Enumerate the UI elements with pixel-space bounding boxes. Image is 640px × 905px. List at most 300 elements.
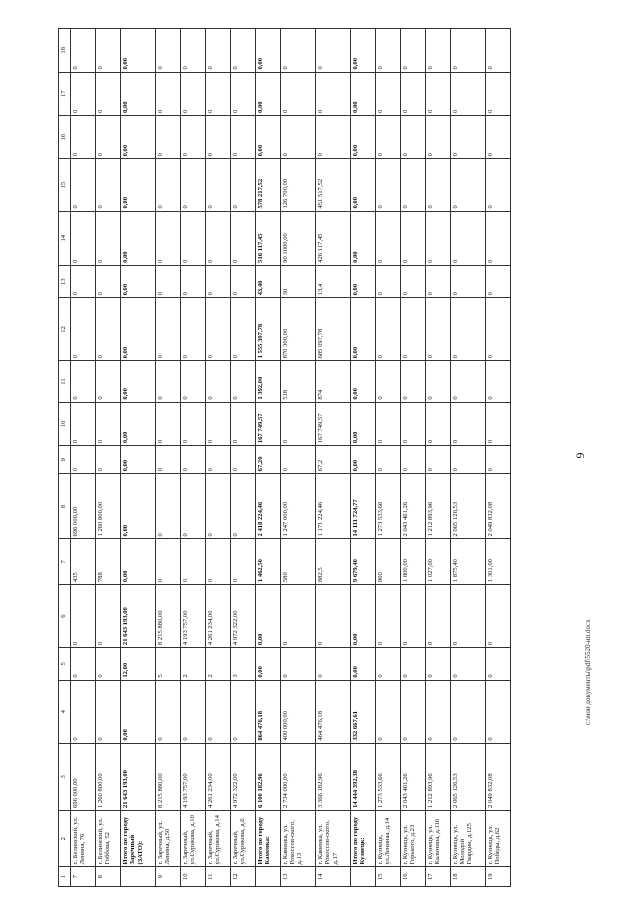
column-header: 7 (59, 539, 71, 585)
table-row (280, 29, 315, 887)
table-cell: 0 (95, 29, 120, 73)
table-cell: 0 (450, 29, 485, 73)
table-cell: 0 (180, 361, 205, 402)
table-cell: 167 749,57 (255, 402, 280, 445)
table-cell: 0 (230, 474, 255, 539)
column-header: 10 (59, 402, 71, 445)
table-cell: 0,00 (351, 159, 376, 211)
table-cell: 0 (400, 680, 425, 743)
table-cell: 0 (156, 446, 181, 474)
table-cell: 14 (315, 867, 350, 887)
table-cell: 0 (280, 585, 315, 648)
table-cell: 0 (205, 402, 230, 445)
table-cell: 0 (95, 648, 120, 681)
table-row (156, 29, 181, 887)
table-cell: 860 (376, 539, 401, 585)
table-cell: 0 (315, 585, 350, 648)
table-cell: 0 (485, 159, 510, 211)
table-cell: 2 065 126,53 (450, 474, 485, 539)
table-cell (351, 867, 376, 887)
table-cell: 0 (400, 402, 425, 445)
table-cell (255, 867, 280, 887)
table-cell: 426 117,45 (315, 211, 350, 265)
table-cell: 12 (230, 867, 255, 887)
table-cell: 0 (156, 474, 181, 539)
table-cell: 0,00 (351, 648, 376, 681)
table-cell: 0 (376, 211, 401, 265)
table-cell: 0,00 (351, 446, 376, 474)
table-cell: 0 (230, 680, 255, 743)
table-cell: 0,00 (351, 585, 376, 648)
table-cell: 0 (400, 585, 425, 648)
table-cell: 0 (400, 159, 425, 211)
table-cell: 19 (485, 867, 510, 887)
table-cell: 0 (425, 361, 450, 402)
table-cell: 2 065 126,53 (450, 743, 485, 810)
table-cell: 13,4 (315, 265, 350, 298)
table-cell: 0,00 (120, 115, 155, 158)
table-cell: 1 301,00 (485, 539, 510, 585)
table-cell: 685 097,78 (315, 298, 350, 361)
table-cell: 0 (425, 585, 450, 648)
table-cell: 0 (450, 585, 485, 648)
table-cell: 0 (95, 298, 120, 361)
data-table (58, 28, 511, 887)
table-cell: 3 366 182,96 (315, 743, 350, 810)
rotated-table-container (58, 28, 511, 887)
table-cell: 0,00 (351, 72, 376, 115)
table-cell: 0 (376, 648, 401, 681)
table-cell: 874 (315, 361, 350, 402)
table-cell: 14 444 392,38 (351, 743, 376, 810)
table-cell: 0 (450, 648, 485, 681)
table-cell: 451 517,52 (315, 159, 350, 211)
table-body (71, 29, 511, 887)
table-cell: 0 (425, 680, 450, 743)
table-cell: 16 (400, 867, 425, 887)
table-cell: 0 (485, 265, 510, 298)
table-cell: Итого по городу Кузнецк: (351, 810, 376, 866)
column-header: 11 (59, 361, 71, 402)
table-cell: 0 (156, 402, 181, 445)
table-cell: 0,00 (120, 159, 155, 211)
table-cell: 0 (180, 115, 205, 158)
table-cell: 4 972 322,00 (230, 585, 255, 648)
table-cell: 4 261 234,00 (205, 585, 230, 648)
table-cell: 0,00 (120, 361, 155, 402)
table-cell: 0 (400, 265, 425, 298)
table-cell: 1 260 800,00 (95, 474, 120, 539)
table-cell: 0 (180, 474, 205, 539)
table-cell: 1 392,00 (255, 361, 280, 402)
table-cell: 0 (71, 298, 96, 361)
table-cell: 0 (95, 115, 120, 158)
table-cell: 67,2 (315, 446, 350, 474)
table-cell: 0 (280, 402, 315, 445)
table-cell: 21 643 193,00 (120, 585, 155, 648)
table-cell: 0 (280, 29, 315, 73)
table-cell: 1 027,00 (425, 539, 450, 585)
table-cell: 0 (425, 298, 450, 361)
table-cell: 0 (400, 72, 425, 115)
table-cell: 90 1000,00 (280, 211, 315, 265)
table-cell: 0 (205, 474, 230, 539)
table-cell: 0 (450, 211, 485, 265)
table-cell: 0 (71, 211, 96, 265)
table-cell: 4 972 322,00 (230, 743, 255, 810)
table-cell: 0 (230, 361, 255, 402)
column-header: 15 (59, 159, 71, 211)
column-header: 5 (59, 648, 71, 681)
table-cell: 0 (485, 361, 510, 402)
table-row (71, 29, 96, 887)
table-cell: 0 (205, 211, 230, 265)
table-cell: г. Заречный, ул.Сурикова, д.10 (180, 810, 205, 866)
table-cell: 0 (425, 265, 450, 298)
table-cell: 0 (95, 265, 120, 298)
table-row (315, 29, 350, 887)
table-cell: 0 (180, 211, 205, 265)
table-cell: 0 (485, 648, 510, 681)
table-cell: 2 418 224,46 (255, 474, 280, 539)
column-header: 18 (59, 29, 71, 73)
table-cell: 0 (315, 115, 350, 158)
table-cell: 400 000,00 (280, 680, 315, 743)
table-cell: 1 555 397,78 (255, 298, 280, 361)
table-cell (120, 867, 155, 887)
table-cell: 1 462,50 (255, 539, 280, 585)
column-header: 12 (59, 298, 71, 361)
table-cell: 0 (180, 265, 205, 298)
table-cell: 0 (485, 585, 510, 648)
table-cell: 0,00 (120, 72, 155, 115)
column-header: 16 (59, 115, 71, 158)
table-cell: 2 049 832,08 (485, 474, 510, 539)
table-cell: 0 (230, 159, 255, 211)
table-cell: 0 (450, 265, 485, 298)
table-cell: 0 (425, 402, 450, 445)
table-cell: 0,00 (120, 446, 155, 474)
table-cell: 1 273 533,66 (376, 743, 401, 810)
total-row (351, 29, 376, 887)
table-cell: 0 (450, 298, 485, 361)
table-cell: 0 (156, 361, 181, 402)
table-cell: 0 (400, 29, 425, 73)
table-cell: 0 (280, 446, 315, 474)
table-cell: 0 (95, 680, 120, 743)
table-cell: 0 (156, 539, 181, 585)
table-cell: 12,00 (120, 648, 155, 681)
table-cell: 0 (450, 72, 485, 115)
table-cell: 0,00 (120, 211, 155, 265)
table-cell: 21 643 193,00 (120, 743, 155, 810)
table-row (376, 29, 401, 887)
table-cell: 1 247 000,00 (280, 474, 315, 539)
table-cell: 2 043 461,26 (400, 474, 425, 539)
table-cell: 0 (205, 265, 230, 298)
table-cell: 126 700,00 (280, 159, 315, 211)
table-cell: 516 117,45 (255, 211, 280, 265)
table-cell: 0,00 (255, 115, 280, 158)
table-cell: 13 (280, 867, 315, 887)
table-cell: 9 679,40 (351, 539, 376, 585)
table-cell: 0 (205, 29, 230, 73)
table-cell: 0 (450, 159, 485, 211)
table-cell: г. Кузнецк, ул. Калинина, д.116 (425, 810, 450, 866)
table-cell: 1 875,40 (450, 539, 485, 585)
table-cell: 0 (71, 159, 96, 211)
table-cell: 0 (376, 446, 401, 474)
table-cell: 0 (315, 29, 350, 73)
total-row (255, 29, 280, 887)
table-cell: 0,00 (120, 474, 155, 539)
table-cell: 67,20 (255, 446, 280, 474)
table-cell: 167 749,57 (315, 402, 350, 445)
table-cell: 0,00 (351, 298, 376, 361)
table-cell: 518 (280, 361, 315, 402)
table-cell: 0 (315, 72, 350, 115)
table-cell: 0 (205, 446, 230, 474)
table-cell: 0 (156, 159, 181, 211)
table-cell: 0 (95, 402, 120, 445)
table-cell: 0 (400, 648, 425, 681)
table-cell: 0 (376, 72, 401, 115)
table-cell: 0 (205, 115, 230, 158)
table-cell: 5 (156, 648, 181, 681)
table-cell: 0 (425, 115, 450, 158)
table-cell: 18 (450, 867, 485, 887)
table-cell: 0 (230, 72, 255, 115)
table-cell: 1 800,00 (400, 539, 425, 585)
table-cell: 11 (205, 867, 230, 887)
table-cell: 0 (71, 265, 96, 298)
column-header: 1 (59, 867, 71, 887)
table-cell: 6 100 182,96 (255, 743, 280, 810)
table-cell: г. Каменка, ул. Рокоссов-ского, д.17 (315, 810, 350, 866)
table-cell: 0 (280, 115, 315, 158)
table-row (450, 29, 485, 887)
table-cell: 0,00 (351, 361, 376, 402)
table-cell: 0 (425, 648, 450, 681)
table-cell: 0 (376, 298, 401, 361)
table-cell: 0 (156, 680, 181, 743)
table-cell: 0 (485, 29, 510, 73)
table-cell: 0 (71, 72, 96, 115)
table-cell: 0 (156, 265, 181, 298)
table-cell: 0 (400, 115, 425, 158)
table-cell: 870 300,00 (280, 298, 315, 361)
table-cell: 2 (180, 648, 205, 681)
table-cell: 0 (180, 298, 205, 361)
table-cell: 0 (400, 361, 425, 402)
table-cell: 0 (376, 585, 401, 648)
table-row (180, 29, 205, 887)
table-cell: 0 (376, 402, 401, 445)
footer-file-path: c:\мои документы\pdf\5520-ип.docx (584, 619, 592, 725)
table-cell: 0,00 (120, 265, 155, 298)
table-cell: г. Кузнецк, ул.Ленинаа, д.14 (376, 810, 401, 866)
table-cell: 8 215 880,00 (156, 585, 181, 648)
table-cell: 0 (376, 159, 401, 211)
table-cell: 4 261 234,00 (205, 743, 230, 810)
column-header: 6 (59, 585, 71, 648)
table-cell: 0 (71, 446, 96, 474)
table-cell: 2 049 832,08 (485, 743, 510, 810)
table-cell: 0 (450, 115, 485, 158)
table-cell: 1 212 893,96 (425, 474, 450, 539)
table-cell: 0 (485, 680, 510, 743)
table-cell: 0 (376, 265, 401, 298)
table-cell: 0 (180, 402, 205, 445)
table-cell: г. Кузнецк, ул. Молодой Гвардии, д.125 (450, 810, 485, 866)
table-cell: 0 (376, 680, 401, 743)
table-cell: 14 111 724,77 (351, 474, 376, 539)
table-cell: 0 (95, 585, 120, 648)
table-cell: 0,00 (351, 29, 376, 73)
table-cell: 0 (156, 29, 181, 73)
table-cell: 0 (230, 402, 255, 445)
table-cell: 0 (280, 72, 315, 115)
header-row (59, 29, 71, 887)
table-cell: 0,00 (255, 648, 280, 681)
table-cell: 0 (400, 446, 425, 474)
table-cell: 0,00 (120, 29, 155, 73)
table-cell: 0,00 (351, 211, 376, 265)
table-cell: 0 (95, 211, 120, 265)
table-cell: 0 (180, 446, 205, 474)
table-cell: 43,40 (255, 265, 280, 298)
table-cell: 696 000,00 (71, 743, 96, 810)
table-cell: 0 (376, 361, 401, 402)
table-cell: 17 (425, 867, 450, 887)
column-header: 8 (59, 474, 71, 539)
table-cell: 0 (425, 29, 450, 73)
table-cell: Итого по городу Каменка: (255, 810, 280, 866)
table-cell: 0 (230, 211, 255, 265)
column-header: 3 (59, 743, 71, 810)
table-cell: 0 (485, 446, 510, 474)
table-cell: 4 193 757,00 (180, 743, 205, 810)
table-cell: 0 (95, 446, 120, 474)
table-cell: 0 (156, 211, 181, 265)
table-cell: 0 (450, 402, 485, 445)
table-cell: 0 (95, 361, 120, 402)
table-cell: 0 (315, 648, 350, 681)
column-header: 2 (59, 810, 71, 866)
table-cell: Итого по городу Заречный (ЗАТО): (120, 810, 155, 866)
table-cell: г. Каменка, ул. Рокоссов-ского, д.13 (280, 810, 315, 866)
table-cell: 0 (400, 298, 425, 361)
table-cell: 578 217,52 (255, 159, 280, 211)
table-cell: г. Кузнецк, ул. Горького, д.23 (400, 810, 425, 866)
table-cell: 0,00 (120, 539, 155, 585)
table-row (95, 29, 120, 887)
table-cell: 0 (71, 402, 96, 445)
table-cell: г. Заречный, ул.Сурикова, д.14 (205, 810, 230, 866)
table-cell: 0 (71, 361, 96, 402)
table-cell: 0 (205, 361, 230, 402)
table-cell: 8 (95, 867, 120, 887)
table-cell: 0 (180, 29, 205, 73)
table-cell: 1 212 893,96 (425, 743, 450, 810)
table-cell: 10 (180, 867, 205, 887)
table-cell: 0 (205, 539, 230, 585)
table-cell: 0 (230, 539, 255, 585)
table-cell: г. Заречный, ул. Ленина, д.50 (156, 810, 181, 866)
table-cell: 0 (180, 539, 205, 585)
column-header: 14 (59, 211, 71, 265)
table-cell: 864 476,18 (255, 680, 280, 743)
table-cell: 0 (376, 29, 401, 73)
table-cell: 4 193 757,00 (180, 585, 205, 648)
table-cell: 0 (230, 265, 255, 298)
table-cell: 0,00 (120, 402, 155, 445)
table-row (425, 29, 450, 887)
table-cell: 0,00 (351, 115, 376, 158)
table-cell: 0 (156, 72, 181, 115)
table-cell: 2 (205, 648, 230, 681)
table-cell: 0 (280, 648, 315, 681)
table-cell: 9 (156, 867, 181, 887)
table-cell: 0 (156, 298, 181, 361)
table-cell: 0 (425, 211, 450, 265)
table-cell: 788 (95, 539, 120, 585)
column-header: 4 (59, 680, 71, 743)
table-cell: 0 (71, 585, 96, 648)
table-row (205, 29, 230, 887)
table-cell: 0 (425, 159, 450, 211)
table-cell: 1 260 800,00 (95, 743, 120, 810)
table-cell: 8 215 880,00 (156, 743, 181, 810)
table-cell: 0 (180, 72, 205, 115)
table-cell: 0 (71, 115, 96, 158)
table-cell: 0 (485, 72, 510, 115)
table-cell: 0,00 (120, 298, 155, 361)
table-cell: 0 (180, 159, 205, 211)
table-cell: 0 (71, 648, 96, 681)
page-number: 6 (573, 452, 588, 459)
table-cell: 0 (156, 115, 181, 158)
table-cell: г. Белинский, ул. Гоббова, 52 (95, 810, 120, 866)
table-row (230, 29, 255, 887)
table-row (400, 29, 425, 887)
table-cell: 0 (230, 298, 255, 361)
table-cell: 0 (71, 29, 96, 73)
table-cell: с. Белинский, ул. Ленина, 76 (71, 810, 96, 866)
table-cell: 0 (400, 211, 425, 265)
table-cell: 0,00 (255, 585, 280, 648)
column-header: 17 (59, 72, 71, 115)
table-cell: 0 (205, 680, 230, 743)
table-cell: 0 (485, 298, 510, 361)
table-cell: 0 (425, 72, 450, 115)
table-cell: 0 (95, 159, 120, 211)
table-cell: 0 (450, 361, 485, 402)
column-header: 13 (59, 265, 71, 298)
table-cell: 0 (180, 680, 205, 743)
table-row (485, 29, 510, 887)
table-cell: 0 (205, 298, 230, 361)
table-cell: 696 000,00 (71, 474, 96, 539)
table-cell: 0 (95, 72, 120, 115)
total-row (120, 29, 155, 887)
table-cell: 1 273 533,66 (376, 474, 401, 539)
table-cell: 0,00 (351, 402, 376, 445)
table-cell: 0 (230, 29, 255, 73)
table-cell: 0,00 (255, 29, 280, 73)
table-cell: 464 476,18 (315, 680, 350, 743)
table-cell: 882,5 (315, 539, 350, 585)
